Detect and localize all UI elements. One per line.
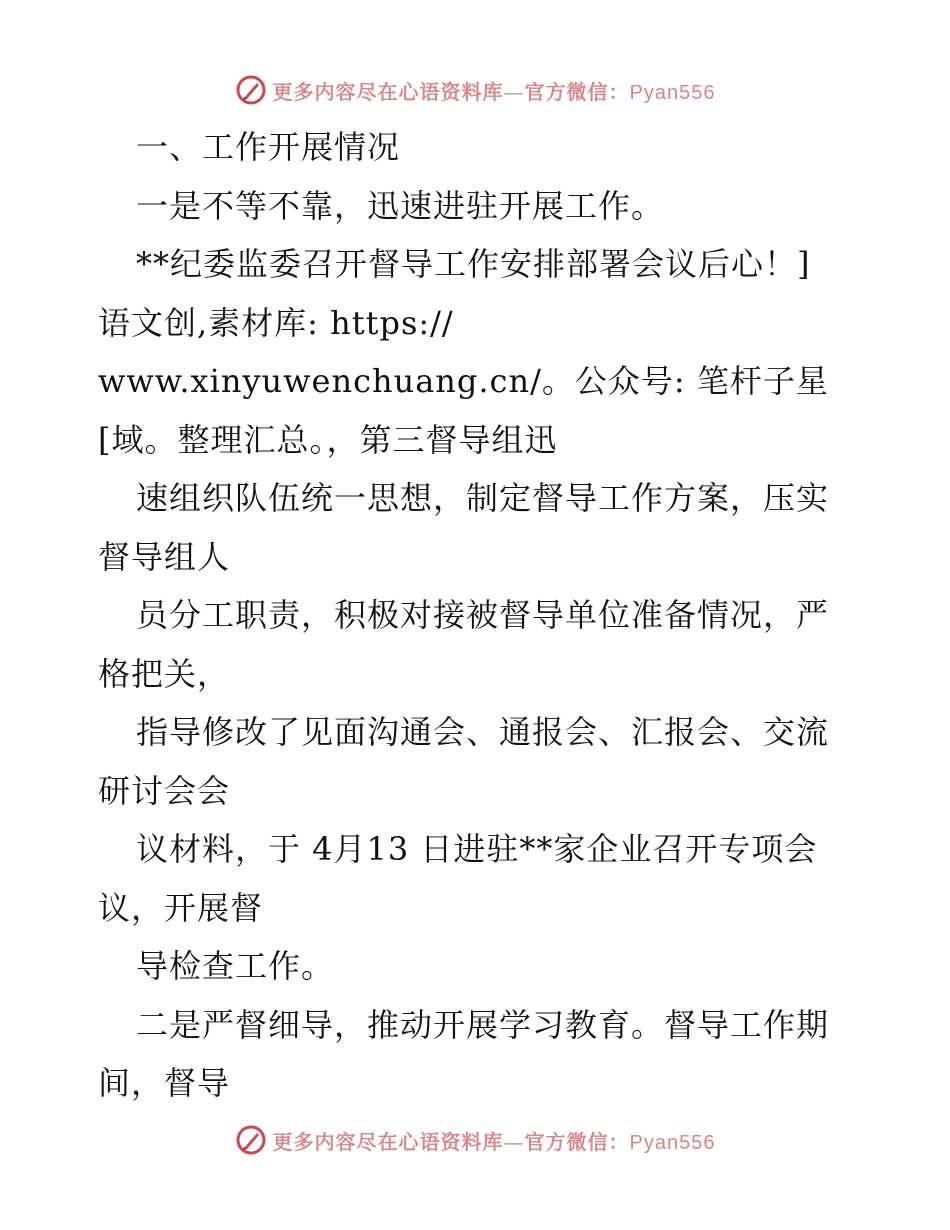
body-line: 格把关，	[98, 654, 231, 693]
body-line: 研讨会会	[98, 771, 231, 810]
body-line: **纪委监委召开督导工作安排部署会议后心！]	[136, 245, 811, 283]
header-dash: —	[503, 79, 525, 104]
header-wechat-id: Pyan556	[629, 81, 716, 104]
body-line: 速组织队伍统一思想，制定督导工作方案，压实	[136, 479, 830, 517]
footer-wechat-id: Pyan556	[629, 1131, 716, 1154]
header-tail: 官方微信：	[524, 79, 630, 104]
document-body	[98, 118, 858, 1113]
body-line: 一、工作开展情况	[136, 128, 401, 166]
header-lead: 更多内容尽在心语资料库	[272, 79, 504, 104]
body-line: 督导组人	[98, 537, 231, 576]
quill-logo-icon	[235, 74, 267, 106]
header-text	[273, 76, 716, 105]
footer-text	[273, 1126, 716, 1155]
body-line: 一是不等不靠，迅速进驻开展工作。	[136, 186, 665, 225]
footer-dash: —	[503, 1129, 525, 1154]
body-line: 导检查工作。	[136, 947, 335, 985]
footer-lead: 更多内容尽在心语资料库	[272, 1129, 504, 1154]
body-line: [域。整理汇总。，第三督导组迅	[98, 420, 558, 459]
body-line: www.xinyuwenchuang.cn/。公众号: 笔杆子星	[98, 362, 829, 400]
watermark-footer	[0, 1120, 950, 1160]
footer-tail: 官方微信：	[524, 1129, 630, 1154]
body-line: 议，开展督	[98, 888, 264, 927]
quill-logo-icon	[235, 1124, 267, 1156]
body-line: 员分工职责，积极对接被督导单位准备情况，严	[136, 596, 830, 634]
body-line: 二是严督细导，推动开展学习教育。督导工作期	[136, 1005, 830, 1044]
watermark-header	[0, 70, 950, 110]
body-line: 议材料，于 4月13 日进驻**家企业召开专项会	[136, 830, 818, 868]
body-line: 间，督导	[98, 1064, 231, 1102]
body-line: 语文创,素材库: https://	[98, 303, 454, 342]
body-line: 指导修改了见面沟通会、通报会、汇报会、交流	[136, 713, 830, 751]
